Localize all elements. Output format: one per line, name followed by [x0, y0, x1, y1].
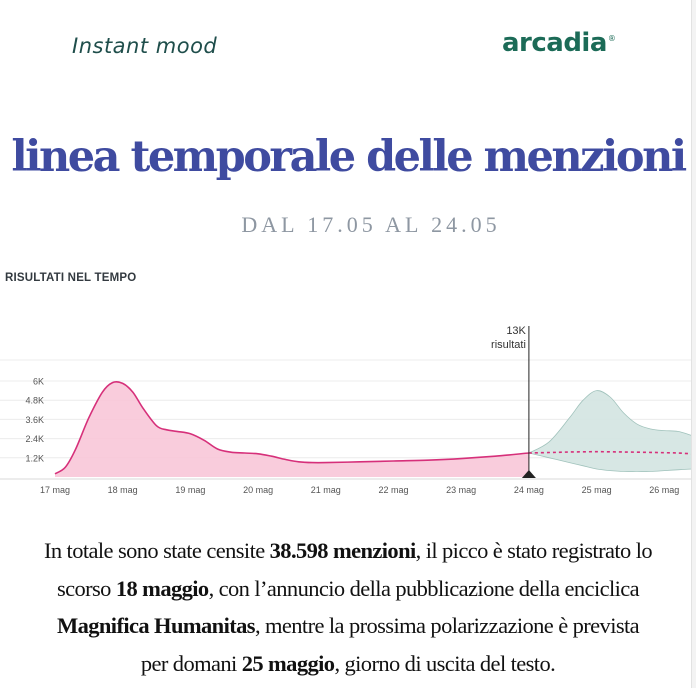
summary-line-2: [0, 570, 696, 608]
actual-area: [55, 382, 529, 477]
y-tick-label: 1.2K: [25, 453, 44, 464]
chart-heading: RISULTATI NEL TEMPO: [5, 272, 137, 284]
y-axis-ticks: [25, 377, 44, 464]
summary-text-span: , giorno di uscita del testo.: [334, 650, 556, 676]
x-axis-ticks: [40, 485, 679, 495]
x-tick-label: 25 mag: [581, 485, 612, 495]
x-tick-label: 21 mag: [310, 485, 341, 495]
summary-text-span: , il picco è stato registrato lo: [415, 538, 652, 563]
summary-line-4: [0, 645, 696, 683]
brand-name: arcadia: [502, 28, 607, 58]
x-tick-label: 26 mag: [649, 485, 680, 495]
y-tick-label: 6K: [32, 376, 44, 387]
date-range: DAL 17.05 AL 24.05: [241, 212, 501, 237]
registered-mark: ®: [607, 34, 616, 44]
marker-value-label: 13K: [506, 325, 526, 337]
tagline: Instant mood: [72, 34, 218, 58]
x-tick-label: 23 mag: [446, 485, 477, 495]
summary-text-span: , con l’annuncio della pubblicazione della enciclica: [208, 575, 640, 601]
x-tick-label: 18 mag: [107, 485, 138, 495]
page-title: linea temporale delle menzioni: [11, 132, 685, 182]
summary-total-mentions: 38.598 menzioni: [269, 538, 416, 563]
y-tick-label: 3.6K: [25, 414, 44, 425]
summary-text-span: In totale sono state censite: [43, 538, 270, 563]
summary-text-span: per domani: [140, 650, 242, 676]
summary-encyclical-name: Magnifica Humanitas: [56, 613, 255, 638]
marker-unit-label: risultati: [491, 339, 526, 351]
x-tick-label: 24 mag: [513, 485, 544, 495]
forecast-band: [529, 391, 692, 472]
brand-logo: [502, 28, 615, 58]
summary-text-span: scorso: [56, 575, 116, 601]
page-edge: [691, 0, 696, 688]
x-tick-label: 17 mag: [39, 485, 71, 495]
summary-line-1: [0, 532, 696, 570]
y-tick-label: 2.4K: [25, 434, 44, 445]
summary-text: [0, 532, 696, 682]
summary-text-span: , mentre la prossima polarizzazione è prevista: [254, 613, 640, 638]
summary-forecast-date: 25 maggio: [241, 650, 335, 676]
forecast-band-layer: [529, 391, 692, 472]
mentions-timeline-chart: [0, 300, 696, 510]
summary-peak-date: 18 maggio: [115, 575, 209, 601]
actual-area-layer: [55, 382, 529, 477]
y-tick-label: 4.8K: [25, 395, 44, 406]
summary-line-3: [0, 607, 696, 645]
x-tick-label: 20 mag: [243, 485, 274, 495]
x-tick-label: 19 mag: [175, 485, 206, 495]
x-tick-label: 22 mag: [378, 485, 409, 495]
